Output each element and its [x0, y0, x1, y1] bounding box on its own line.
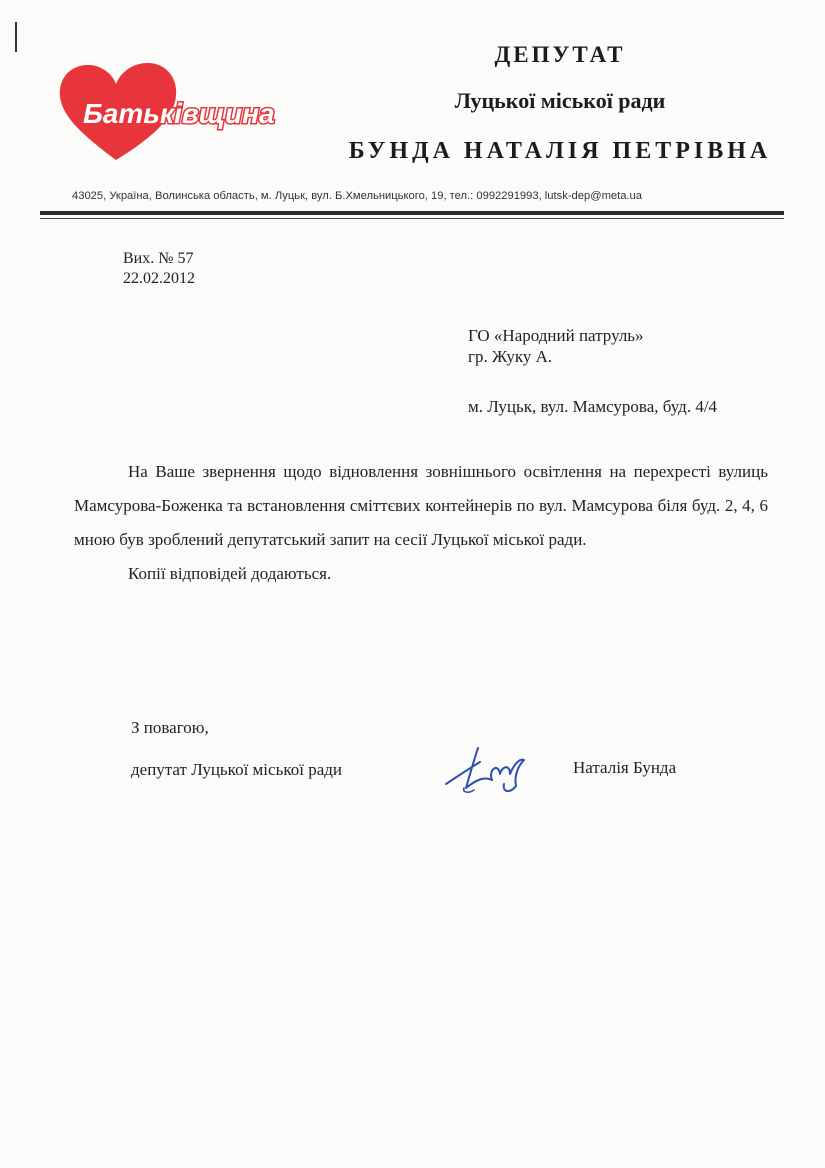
closing-salutation: З повагою,	[131, 718, 209, 737]
signature-icon	[440, 740, 536, 800]
deputy-title: ДЕПУТАТ	[494, 42, 626, 67]
outgoing-reference	[123, 249, 195, 289]
recipient-organization: ГО «Народний патруль»	[468, 326, 644, 345]
council-name: Луцької міської ради	[454, 88, 666, 113]
party-logo	[58, 60, 288, 170]
logo-text: Батьківщина	[83, 98, 275, 129]
scan-mark	[15, 22, 17, 52]
outgoing-number: Вих. № 57	[123, 250, 194, 267]
signer-name: Наталія Бунда	[573, 758, 677, 777]
letterhead-rule-thick	[40, 211, 784, 215]
letter-body	[74, 455, 768, 591]
heart-logo-icon	[58, 60, 288, 170]
signer-position: депутат Луцької міської ради	[131, 760, 342, 779]
body-paragraph-1: На Ваше звернення щодо відновлення зовнішнього освітлення на перехресті вулиць Мамсурова-Боженка та встановлення сміттєвих контейнерів по вул. Мамсурова біля буд. 2, 4, 6 мною був зроблений депутатський запит на сесії Луцької міської ради.	[74, 462, 768, 549]
deputy-name: БУНДА НАТАЛІЯ ПЕТРІВНА	[348, 138, 772, 164]
letterhead-rule-thin	[40, 218, 784, 219]
letterhead-address: 43025, Україна, Волинська область, м. Луцьк, вул. Б.Хмельницького, 19, тел.: 0992291993, lutsk-dep@meta.ua	[72, 190, 642, 202]
body-paragraph-2: Копії відповідей додаються.	[128, 564, 332, 583]
recipient-address: м. Луцьк, вул. Мамсурова, буд. 4/4	[468, 397, 718, 416]
outgoing-date: 22.02.2012	[123, 270, 195, 287]
recipient-block	[468, 325, 717, 417]
recipient-person: гр. Жуку А.	[468, 347, 553, 366]
